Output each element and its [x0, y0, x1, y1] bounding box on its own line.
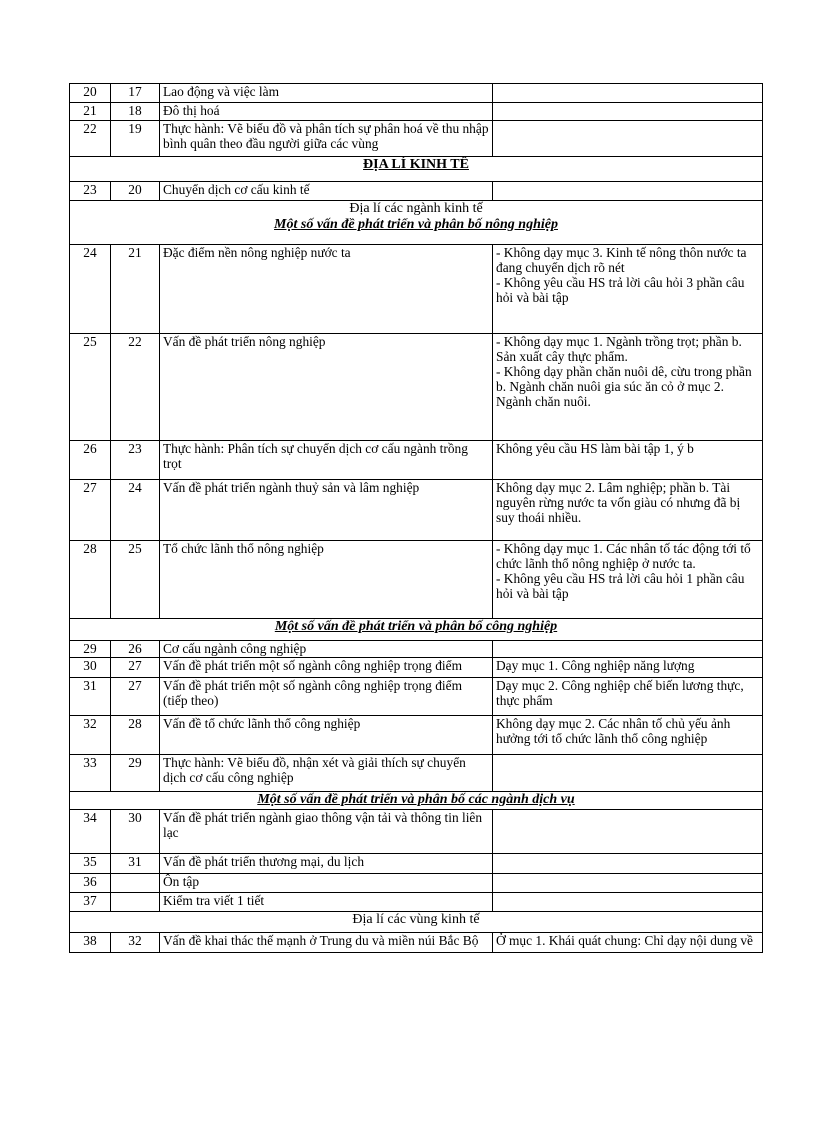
period-number: 35 [70, 854, 111, 874]
lesson-row [70, 334, 763, 441]
period-number: 22 [70, 121, 111, 157]
section-heading-row [70, 912, 763, 933]
adjustment-note [493, 641, 763, 658]
lesson-row [70, 678, 763, 716]
lesson-number: 26 [111, 641, 160, 658]
period-number: 27 [70, 480, 111, 541]
period-number: 30 [70, 658, 111, 678]
lesson-title: Thực hành: Phân tích sự chuyển dịch cơ cấu ngành trồng trọt [160, 441, 493, 480]
section-heading-row [70, 792, 763, 810]
section-heading-row [70, 619, 763, 641]
lesson-number: 23 [111, 441, 160, 480]
lesson-number: 29 [111, 755, 160, 792]
lesson-number [111, 893, 160, 912]
period-number: 32 [70, 716, 111, 755]
lesson-number: 19 [111, 121, 160, 157]
period-number: 23 [70, 182, 111, 201]
section-title: ĐỊA LÍ KINH TẾ [363, 157, 469, 172]
lesson-title: Thực hành: Vẽ biểu đồ và phân tích sự phân hoá về thu nhập bình quân theo đầu người giữa các vùng [160, 121, 493, 157]
adjustment-note [493, 678, 763, 716]
section-title: Địa lí các ngành kinh tế [349, 201, 483, 216]
adjustment-note [493, 874, 763, 893]
section-heading-row [70, 201, 763, 245]
lesson-title: Vấn đề tổ chức lãnh thổ công nghiệp [160, 716, 493, 755]
note-line: Dạy mục 2. Công nghiệp chế biến lương thực, thực phẩm [496, 678, 744, 708]
lesson-number: 32 [111, 933, 160, 953]
section-heading [70, 157, 763, 182]
lesson-plan-body [70, 84, 763, 953]
period-number: 37 [70, 893, 111, 912]
lesson-title: Kiểm tra viết 1 tiết [160, 893, 493, 912]
lesson-number [111, 874, 160, 893]
note-line: - Không dạy mục 1. Các nhân tố tác động tới tổ chức lãnh thổ nông nghiệp ở nước ta. [496, 541, 751, 571]
section-heading [70, 201, 763, 245]
lesson-number: 22 [111, 334, 160, 441]
note-line: Dạy mục 1. Công nghiệp năng lượng [496, 658, 695, 673]
adjustment-note [493, 755, 763, 792]
period-number: 21 [70, 103, 111, 121]
lesson-number: 17 [111, 84, 160, 103]
lesson-row [70, 103, 763, 121]
lesson-title: Đô thị hoá [160, 103, 493, 121]
section-heading [70, 619, 763, 641]
lesson-number: 31 [111, 854, 160, 874]
lesson-row [70, 441, 763, 480]
section-title: Địa lí các vùng kinh tế [352, 912, 480, 927]
lesson-title: Vấn đề khai thác thế mạnh ở Trung du và miền núi Bắc Bộ [160, 933, 493, 953]
lesson-title: Vấn đề phát triển một số ngành công nghiệp trọng điểm [160, 658, 493, 678]
adjustment-note [493, 893, 763, 912]
lesson-number: 30 [111, 810, 160, 854]
lesson-row [70, 641, 763, 658]
period-number: 38 [70, 933, 111, 953]
lesson-title: Chuyển dịch cơ cấu kinh tế [160, 182, 493, 201]
period-number: 34 [70, 810, 111, 854]
lesson-title: Ôn tập [160, 874, 493, 893]
period-number: 20 [70, 84, 111, 103]
lesson-row [70, 480, 763, 541]
lesson-row [70, 658, 763, 678]
lesson-row [70, 933, 763, 953]
period-number: 33 [70, 755, 111, 792]
lesson-row [70, 854, 763, 874]
lesson-title: Tổ chức lãnh thổ nông nghiệp [160, 541, 493, 619]
lesson-number: 20 [111, 182, 160, 201]
note-line: - Không dạy phần chăn nuôi dê, cừu trong phần b. Ngành chăn nuôi gia súc ăn cỏ ở mục 2. Ngành chăn nuôi. [496, 364, 752, 409]
period-number: 25 [70, 334, 111, 441]
lesson-plan-table [69, 83, 763, 953]
adjustment-note [493, 441, 763, 480]
lesson-title: Vấn đề phát triển một số ngành công nghiệp trọng điểm (tiếp theo) [160, 678, 493, 716]
lesson-row [70, 716, 763, 755]
lesson-number: 27 [111, 678, 160, 716]
lesson-row [70, 874, 763, 893]
adjustment-note [493, 541, 763, 619]
lesson-row [70, 245, 763, 334]
adjustment-note [493, 182, 763, 201]
lesson-number: 21 [111, 245, 160, 334]
lesson-row [70, 84, 763, 103]
lesson-number: 25 [111, 541, 160, 619]
lesson-number: 18 [111, 103, 160, 121]
adjustment-note [493, 658, 763, 678]
adjustment-note [493, 334, 763, 441]
note-line: - Không dạy mục 3. Kinh tế nông thôn nước ta đang chuyển dịch rõ nét [496, 245, 747, 275]
lesson-row [70, 893, 763, 912]
section-heading [70, 792, 763, 810]
section-subtitle: Một số vấn đề phát triển và phân bố nông nghiệp [274, 217, 558, 232]
section-title: Một số vấn đề phát triển và phân bố công nghiệp [274, 619, 558, 634]
note-line: Không dạy mục 2. Lâm nghiệp; phần b. Tài nguyên rừng nước ta vốn giàu có nhưng đã bị suy thoái nhiều. [496, 480, 741, 525]
period-number: 36 [70, 874, 111, 893]
lesson-title: Vấn đề phát triển thương mại, du lịch [160, 854, 493, 874]
lesson-number: 27 [111, 658, 160, 678]
adjustment-note [493, 103, 763, 121]
note-line: Không yêu cầu HS làm bài tập 1, ý b [496, 441, 694, 456]
note-line: - Không yêu cầu HS trả lời câu hỏi 3 phần câu hỏi và bài tập [496, 275, 745, 305]
lesson-title: Thực hành: Vẽ biểu đồ, nhận xét và giải thích sự chuyển dịch cơ cấu công nghiệp [160, 755, 493, 792]
adjustment-note [493, 84, 763, 103]
adjustment-note [493, 716, 763, 755]
note-line: - Không dạy mục 1. Ngành trồng trọt; phần b. Sản xuất cây thực phẩm. [496, 334, 742, 364]
period-number: 31 [70, 678, 111, 716]
lesson-title: Vấn đề phát triển nông nghiệp [160, 334, 493, 441]
period-number: 28 [70, 541, 111, 619]
section-heading [70, 912, 763, 933]
lesson-row [70, 755, 763, 792]
note-line: - Không yêu cầu HS trả lời câu hỏi 1 phần câu hỏi và bài tập [496, 571, 745, 601]
adjustment-note [493, 810, 763, 854]
lesson-row [70, 810, 763, 854]
lesson-title: Đặc điểm nền nông nghiệp nước ta [160, 245, 493, 334]
lesson-title: Lao động và việc làm [160, 84, 493, 103]
note-line: Ở mục 1. Khái quát chung: Chỉ dạy nội dung về [496, 933, 753, 948]
lesson-number: 28 [111, 716, 160, 755]
lesson-row [70, 121, 763, 157]
lesson-row [70, 541, 763, 619]
adjustment-note [493, 480, 763, 541]
lesson-title: Cơ cấu ngành công nghiệp [160, 641, 493, 658]
adjustment-note [493, 121, 763, 157]
lesson-title: Vấn đề phát triển ngành giao thông vận tải và thông tin liên lạc [160, 810, 493, 854]
section-heading-row [70, 157, 763, 182]
lesson-number: 24 [111, 480, 160, 541]
adjustment-note [493, 245, 763, 334]
adjustment-note [493, 854, 763, 874]
period-number: 24 [70, 245, 111, 334]
lesson-title: Vấn đề phát triển ngành thuỷ sản và lâm nghiệp [160, 480, 493, 541]
note-line: Không dạy mục 2. Các nhân tố chủ yếu ảnh hưởng tới tổ chức lãnh thổ công nghiệp [496, 716, 731, 746]
adjustment-note [493, 933, 763, 953]
section-title: Một số vấn đề phát triển và phân bố các ngành dịch vụ [257, 792, 575, 807]
period-number: 26 [70, 441, 111, 480]
lesson-row [70, 182, 763, 201]
period-number: 29 [70, 641, 111, 658]
